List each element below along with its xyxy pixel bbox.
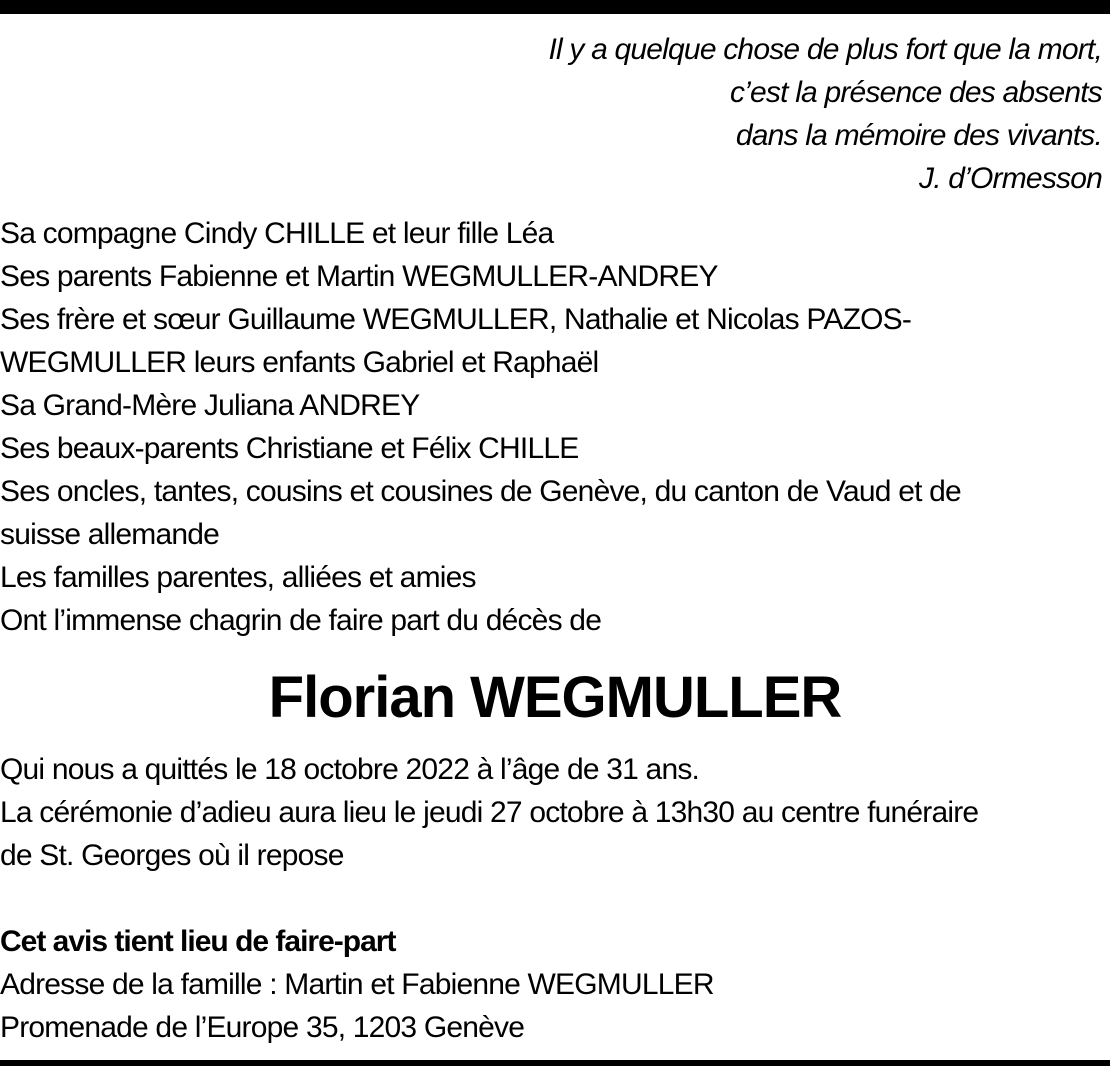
family-address-line: Adresse de la famille : Martin et Fabienne WEGMULLER xyxy=(0,968,714,1001)
quote-line: Il y a quelque chose de plus fort que la mort, xyxy=(548,33,1102,66)
family-line: Ont l’immense chagrin de faire part du décès de xyxy=(0,604,602,637)
family-line: Ses oncles, tantes, cousins et cousines de Genève, du canton de Vaud et de xyxy=(0,475,961,508)
quote-line: dans la mémoire des vivants. xyxy=(735,119,1102,152)
family-line: Les familles parentes, alliées et amies xyxy=(0,561,476,594)
family-announcement xyxy=(0,212,1108,642)
top-border-rule xyxy=(0,0,1110,14)
epigraph-quote xyxy=(302,28,1102,200)
family-line: Ses beaux-parents Christiane et Félix CHILLE xyxy=(0,432,579,465)
quote-author: J. d’Ormesson xyxy=(919,162,1102,195)
family-line: Ses frère et sœur Guillaume WEGMULLER, Nathalie et Nicolas PAZOS- xyxy=(0,303,912,336)
family-line: WEGMULLER leurs enfants Gabriel et Raphaël xyxy=(0,346,599,379)
ceremony-details xyxy=(0,748,1110,877)
deceased-name: Florian WEGMULLER xyxy=(268,665,842,730)
details-line: La cérémonie d’adieu aura lieu le jeudi 27 octobre à 13h30 au centre funéraire xyxy=(0,796,979,829)
closing-section xyxy=(0,920,1108,1049)
quote-line: c’est la présence des absents xyxy=(729,76,1102,109)
family-line: suisse allemande xyxy=(0,518,219,551)
details-line: Qui nous a quittés le 18 octobre 2022 à l’âge de 31 ans. xyxy=(0,753,700,786)
family-address-line: Promenade de l’Europe 35, 1203 Genève xyxy=(0,1011,525,1044)
notice-statement: Cet avis tient lieu de faire-part xyxy=(0,925,396,958)
bottom-border-rule xyxy=(0,1060,1110,1066)
family-line: Ses parents Fabienne et Martin WEGMULLER-ANDREY xyxy=(0,260,718,293)
family-line: Sa compagne Cindy CHILLE et leur fille Léa xyxy=(0,217,554,250)
details-line: de St. Georges où il repose xyxy=(0,839,344,872)
family-line: Sa Grand-Mère Juliana ANDREY xyxy=(0,389,420,422)
